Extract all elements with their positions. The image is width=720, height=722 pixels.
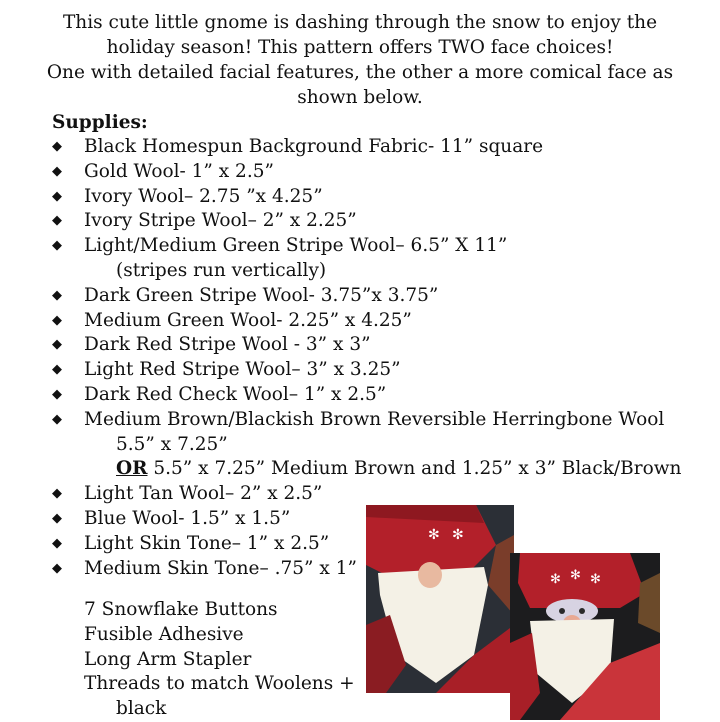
diamond-bullet-icon: ◆: [52, 312, 62, 328]
item-note: (stripes run vertically): [116, 259, 327, 281]
item-size: 5.5” x 7.25”: [116, 433, 228, 455]
gnome-photo-detailed: [366, 505, 514, 693]
intro-line: This cute little gnome is dashing through the snow to enjoy the: [62, 12, 658, 33]
item-label: Light/Medium Green Stripe Wool– 6.5” X 11”: [84, 235, 508, 257]
snowflake-icon: ✻: [452, 527, 464, 543]
item-label: Light Red Stripe Wool– 3” x 3.25”: [84, 359, 401, 381]
gnome-photo-comical: [510, 553, 660, 720]
snowflake-icon: ✻: [428, 527, 440, 543]
list-item: [52, 160, 692, 185]
item-label: Light Skin Tone– 1” x 2.5”: [84, 532, 330, 554]
diamond-bullet-icon: ◆: [52, 486, 62, 502]
item-alternative: [84, 457, 692, 482]
item-alt-text: 5.5” x 7.25” Medium Brown and 1.25” x 3” Black/Brown: [147, 458, 682, 480]
eye-left: [559, 608, 565, 614]
diamond-bullet-icon: ◆: [52, 337, 62, 353]
list-item: [52, 482, 692, 507]
diamond-bullet-icon: ◆: [52, 287, 62, 303]
diamond-bullet-icon: ◆: [52, 560, 62, 576]
list-item: Threads to match Woolens +: [84, 673, 355, 695]
diamond-bullet-icon: ◆: [52, 535, 62, 551]
item-label: Dark Red Stripe Wool - 3” x 3”: [84, 334, 371, 356]
item-label: Gold Wool- 1” x 2.5”: [84, 160, 274, 182]
hat-shape: [518, 553, 645, 608]
list-item: [52, 408, 692, 482]
diamond-bullet-icon: ◆: [52, 139, 62, 154]
list-item: [52, 234, 692, 284]
diamond-bullet-icon: ◆: [52, 163, 62, 179]
gnome-detailed-illustration: [366, 505, 514, 693]
list-item: Long Arm Stapler: [84, 648, 252, 670]
list-item: [52, 383, 692, 408]
intro-text: [20, 10, 700, 110]
item-label: Dark Red Check Wool– 1” x 2.5”: [84, 383, 387, 405]
list-item: [52, 185, 692, 210]
eye-right: [579, 608, 585, 614]
notions-list: [84, 598, 355, 722]
item-label: Dark Green Stripe Wool- 3.75”x 3.75”: [84, 284, 439, 306]
list-item: [52, 358, 692, 383]
item-label: Medium Brown/Blackish Brown Reversible Herringbone Wool: [84, 408, 665, 430]
snowflake-icon: ✻: [570, 568, 581, 583]
list-item: [52, 309, 692, 334]
item-label: Light Tan Wool– 2” x 2.5”: [84, 483, 323, 505]
list-item: [52, 135, 692, 160]
diamond-bullet-icon: ◆: [52, 510, 62, 526]
diamond-bullet-icon: ◆: [52, 362, 62, 378]
list-item: [52, 284, 692, 309]
item-label: Black Homespun Background Fabric- 11” square: [84, 136, 544, 157]
supplies-heading: Supplies:: [52, 112, 148, 133]
list-item: 7 Snowflake Buttons: [84, 599, 278, 620]
item-label: Medium Skin Tone– .75” x 1”: [84, 557, 357, 579]
list-item: Fusible Adhesive: [84, 623, 244, 645]
item-label: Medium Green Wool- 2.25” x 4.25”: [84, 309, 412, 331]
diamond-bullet-icon: ◆: [52, 411, 62, 427]
diamond-bullet-icon: ◆: [52, 386, 62, 402]
list-item-continuation: black: [116, 698, 167, 720]
list-item: [52, 209, 692, 234]
item-label: Blue Wool- 1.5” x 1.5”: [84, 507, 291, 529]
snowflake-icon: ✻: [550, 572, 561, 587]
or-label: OR: [116, 458, 148, 480]
item-label: Ivory Stripe Wool– 2” x 2.25”: [84, 210, 357, 232]
list-item: [52, 333, 692, 358]
snowflake-icon: ✻: [590, 572, 601, 587]
gnome-comical-illustration: [510, 553, 660, 720]
intro-line: holiday season! This pattern offers TWO face choices!: [106, 37, 614, 58]
intro-line: One with detailed facial features, the other a more comical face as: [46, 62, 674, 83]
intro-line: shown below.: [297, 87, 423, 108]
diamond-bullet-icon: ◆: [52, 188, 62, 204]
nose-shape: [418, 562, 442, 588]
diamond-bullet-icon: ◆: [52, 238, 62, 254]
item-label: Ivory Wool– 2.75 ”x 4.25”: [84, 185, 323, 207]
diamond-bullet-icon: ◆: [52, 213, 62, 229]
